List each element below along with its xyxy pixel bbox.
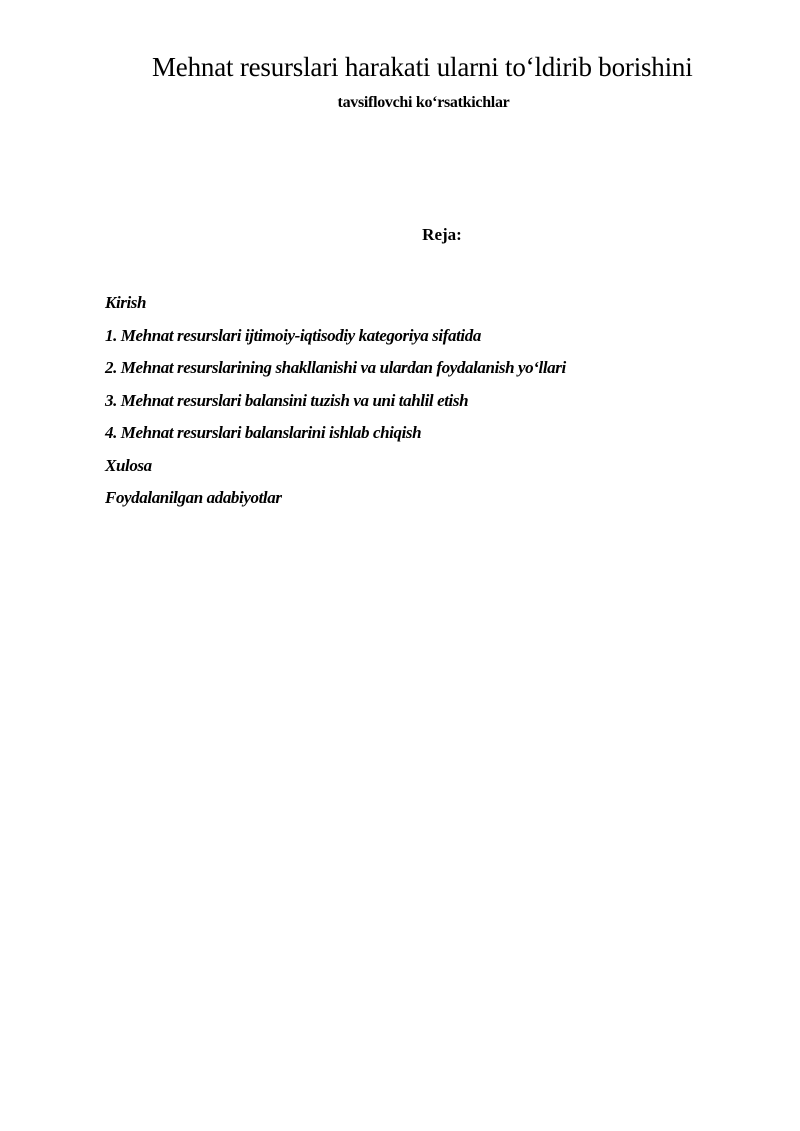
toc-item-references: Foydalanilgan adabiyotlar [105, 488, 282, 507]
plan-heading: Reja: [422, 225, 462, 244]
table-of-contents [105, 287, 566, 515]
toc-item-1: 1. Mehnat resurslari ijtimoiy-iqtisodiy kategoriya sifatida [105, 325, 481, 345]
toc-item-4: 4. Mehnat resurslari balanslarini ishlab chiqish [105, 423, 422, 442]
toc-item-introduction: Kirish [105, 293, 147, 312]
toc-item-conclusion: Xulosa [105, 455, 152, 475]
document-subtitle: tavsiflovchi ko‘rsatkichlar [337, 94, 510, 111]
document-title: Mehnat resurslari harakati ularni to‘ldirib borishini [152, 52, 693, 82]
toc-item-3: 3. Mehnat resurslari balansini tuzish va uni tahlil etish [105, 390, 469, 410]
toc-item-2: 2. Mehnat resurslarining shakllanishi va ulardan foydalanish yo‘llari [105, 358, 566, 377]
